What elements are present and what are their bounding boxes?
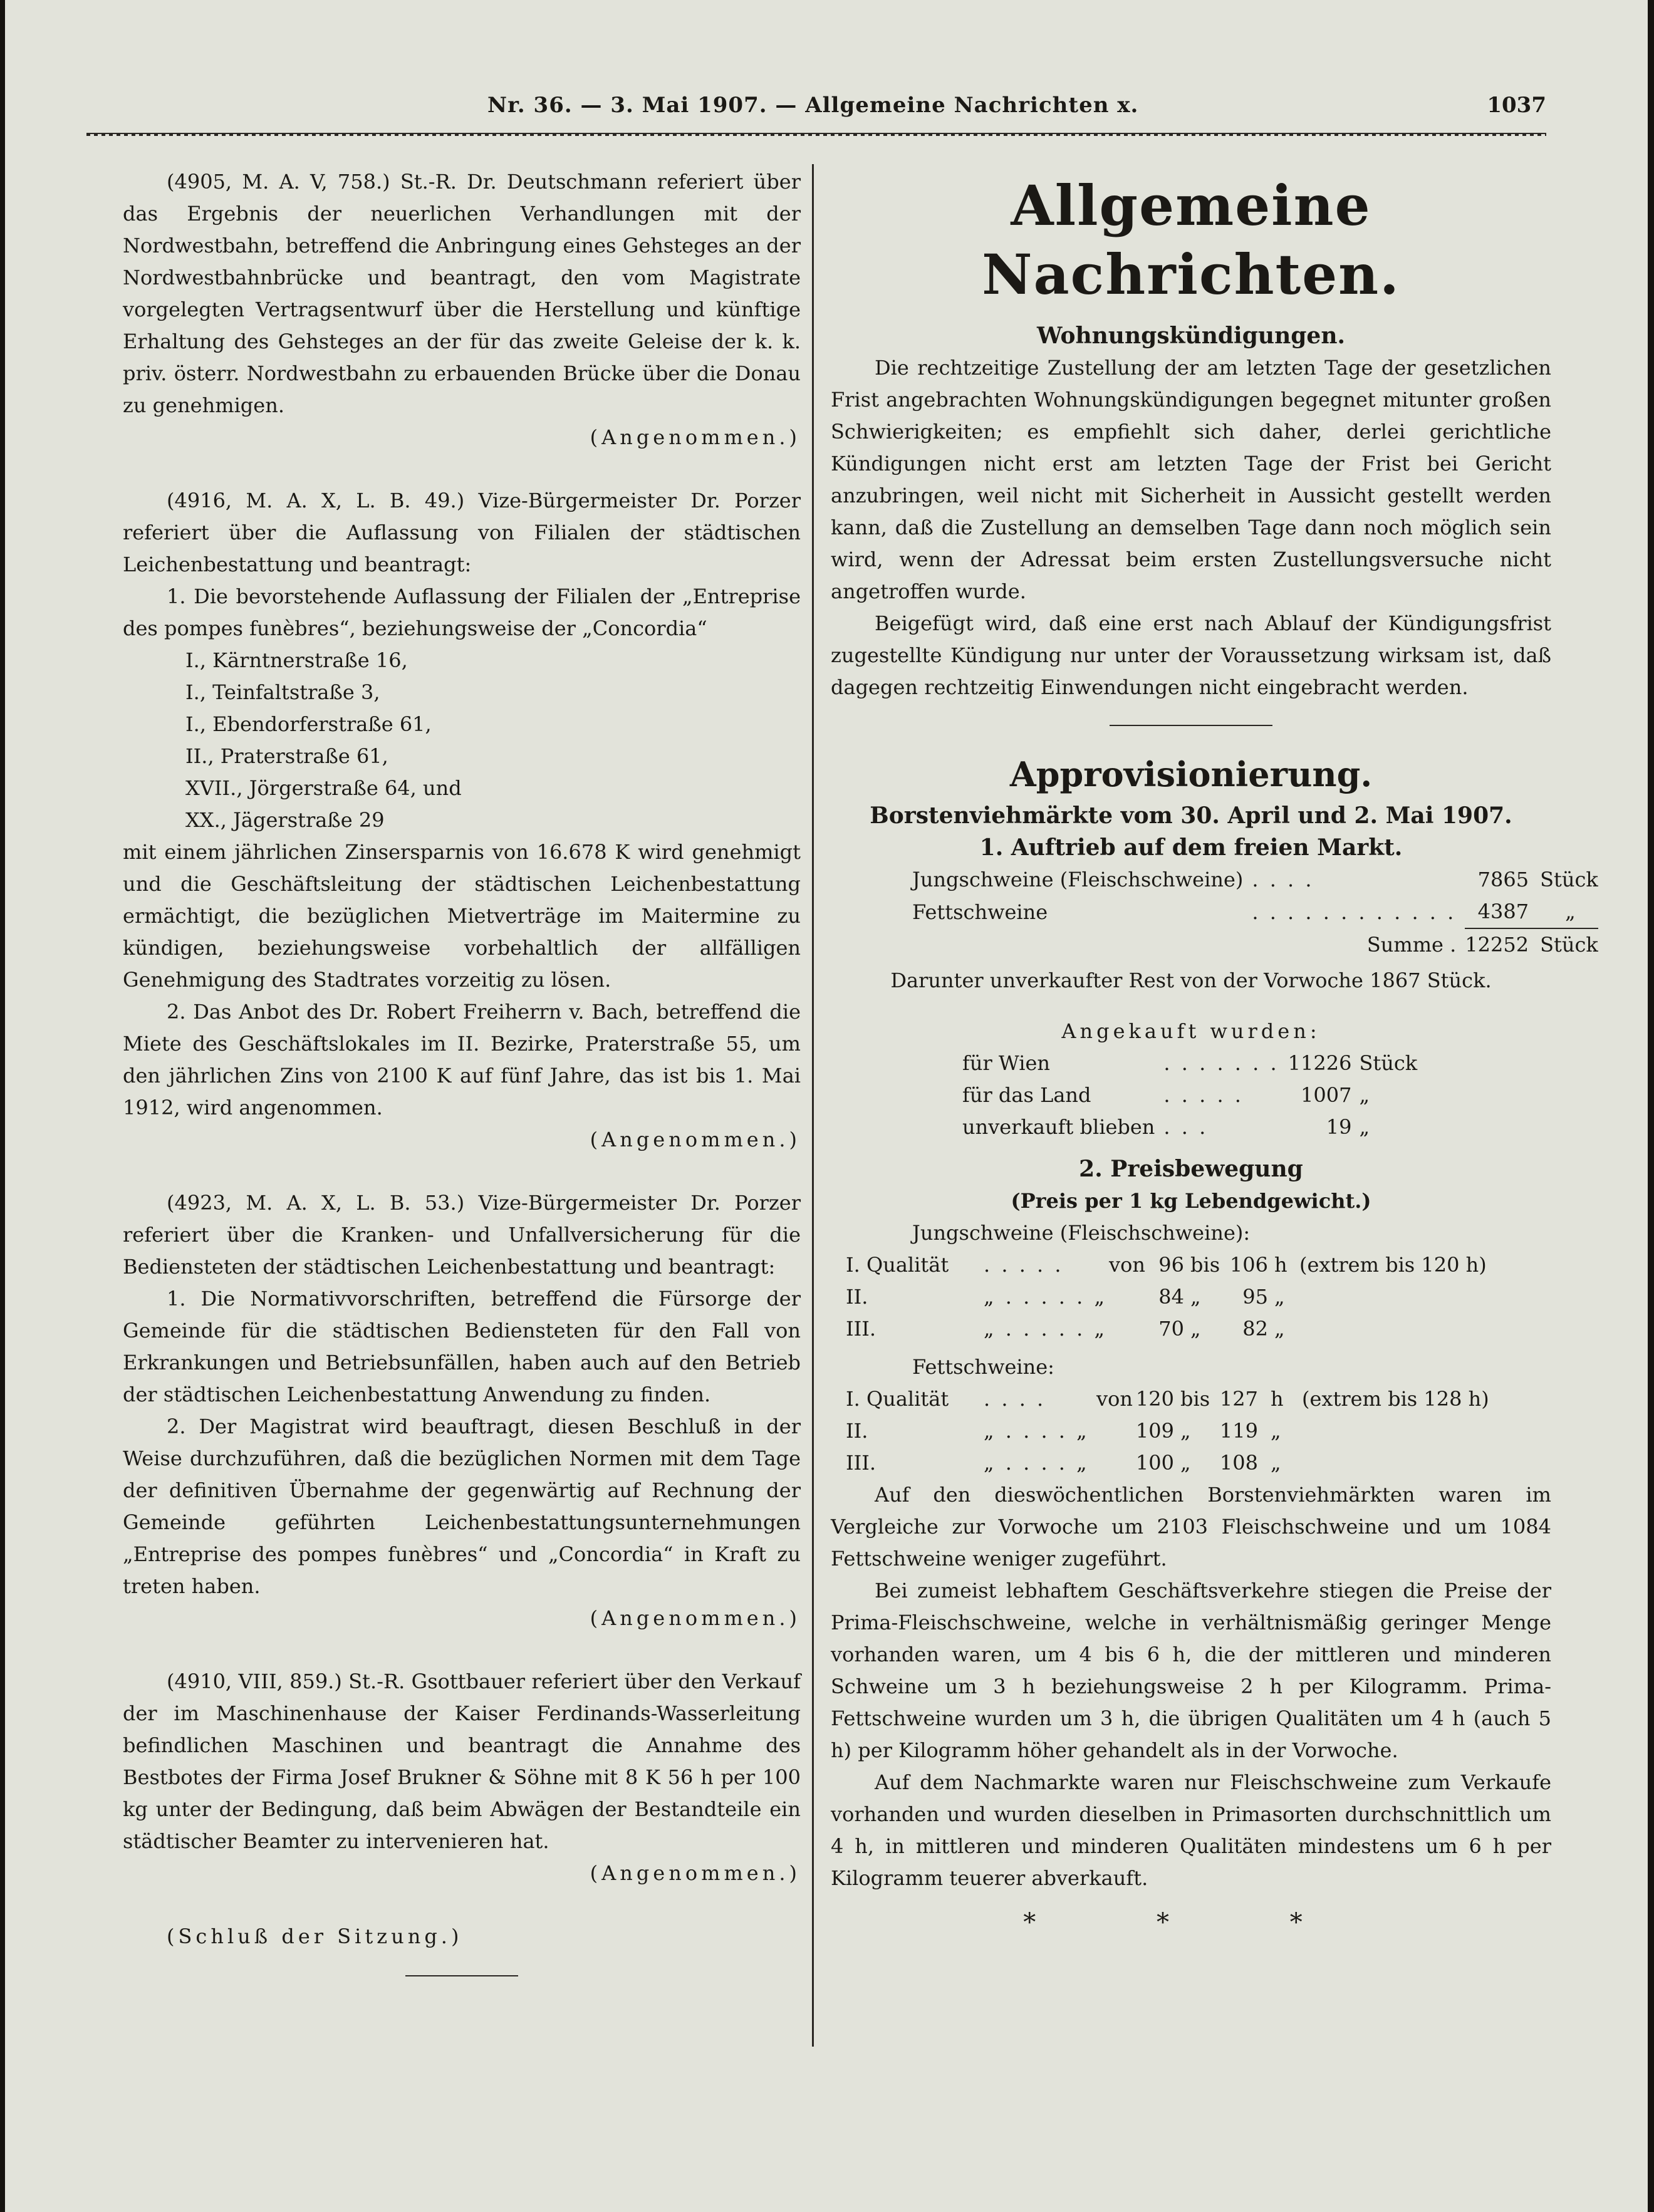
table-row [962,1079,1417,1111]
row-dots: . . . . . . . . . . . . [1252,900,1457,924]
supply-heading: 1. Auftrieb auf dem freien Markt. [979,834,1403,861]
report-text: (4905, M. A. V, 758.) St.-R. Dr. Deutschmann referiert über das Ergebnis der neuerlichen Verhandlungen mit der Nordwestbahn, betreffend die Anbringung eines Gehsteges an der Nordwestbahnbrücke und beantragt, den vom Magistrate vorgelegten Vertragsentwurf über die Herstellung und künftige Erhaltung des Gehsteges an der für das zweite Geleise der k. k. priv. österr. Nordwestbahn zu erbauenden Brücke über die Donau zu genehmigen. [123,170,801,417]
address-line: I., Kärntnerstraße 16, [185,648,408,672]
left-column [123,166,801,1976]
fat-pigs-heading: Fettschweine: [912,1355,1054,1379]
row-label: für Wien [962,1051,1051,1075]
price-low: 96 [1158,1253,1184,1277]
report-intro: (4923, M. A. X, L. B. 53.) Vize-Bürgermeister Dr. Porzer referiert über die Kranken- und Unfallversicherung für die Bediensteten der städtischen Leichenbestattung und beantragt: [123,1191,801,1279]
report-item-4910 [123,1666,801,1889]
section-heading-provisioning: Approvisionierung. [1009,754,1373,794]
address-line: I., Ebendorferstraße 61, [185,712,432,736]
address-line: I., Teinfaltstraße 3, [185,680,380,704]
table-row [846,1447,1489,1479]
table-row [846,1313,1487,1345]
price-bis: „ [1180,1451,1191,1475]
young-pigs-heading: Jungschweine (Fleischschweine): [912,1221,1251,1245]
right-column [831,166,1598,1939]
young-pigs-price-table [846,1249,1487,1345]
table-row [846,1415,1489,1447]
row-dots: . . . . . [1163,1083,1244,1107]
quality: I. Qualität [846,1387,949,1411]
price-from: von [1109,1253,1145,1277]
fat-pigs-price-table [846,1383,1489,1479]
price-unit: „ [1274,1285,1285,1309]
price-unit: „ [1271,1419,1281,1443]
market-paragraph-1: Auf den dieswöchentlichen Borstenviehmärkten waren im Vergleiche zur Vorwoche um 2103 Fleischschweine und um 1084 Fettschweine weniger zugeführt. [831,1483,1551,1571]
sum-value: 12252 [1465,933,1529,957]
sum-unit: Stück [1540,933,1598,957]
table-row [962,1047,1417,1079]
row-unit: „ [1540,896,1598,928]
status-accepted: (Angenommen.) [590,1128,801,1151]
housing-paragraph-1: Die rechtzeitige Zustellung der am letzten Tage der gesetzlichen Frist angebrachten Wohnungskündigungen begegnet mitunter großen Schwierigkeiten; es empfiehlt sich daher, derlei gerichtliche Kündigungen nicht erst am letzten Tage der Frist bei Gericht anzubringen, weil nicht mit Sicherheit in Aussicht gestellt werden kann, daß die Zustellung an demselben Tage dann noch möglich sein wird, wenn der Adressat beim ersten Zustellungsversuche nicht angetroffen wurde. [831,356,1551,603]
price-from: von [1096,1387,1133,1411]
supply-table [912,864,1598,961]
row-value: 19 [1326,1115,1352,1139]
report-item-4916 [123,485,801,1156]
address-line: XX., Jägerstraße 29 [185,808,385,832]
row-label: Fettschweine [912,900,1048,924]
row-unit: „ [1359,1115,1370,1139]
address-line: XVII., Jörgerstraße 64, und [185,776,462,800]
price-unit: h [1274,1253,1287,1277]
price-extreme [1302,1447,1489,1479]
section-end-asterisks: * * * [1023,1908,1359,1937]
row-dots: „ . . . . . „ [984,1285,1108,1309]
price-from [1109,1313,1147,1345]
price-low: 120 [1135,1387,1174,1411]
row-dots: „ . . . . „ [984,1419,1090,1443]
address-line: II., Praterstraße 61, [185,744,388,768]
row-dots: „ . . . . „ [984,1451,1090,1475]
price-extreme: (extrem bis 120 h) [1299,1253,1487,1277]
price-bis: bis [1190,1253,1220,1277]
row-label: unverkauft blieben [962,1115,1155,1139]
table-row [846,1383,1489,1415]
table-row [846,1249,1487,1281]
row-value: 4387 [1465,896,1540,928]
table-row [912,896,1598,928]
price-extreme [1299,1281,1487,1313]
price-unit: „ [1274,1317,1285,1341]
page-number: 1037 [1487,93,1546,118]
row-label: für das Land [962,1083,1091,1107]
price-high: 108 [1219,1451,1258,1475]
price-extreme [1302,1415,1489,1447]
status-accepted: (Angenommen.) [590,425,801,449]
price-from [1109,1281,1147,1313]
sum-row [912,928,1598,961]
quality: II. [846,1285,868,1309]
report-item-4905 [123,166,801,454]
price-bis: „ [1190,1285,1201,1309]
price-subheading: (Preis per 1 kg Lebendgewicht.) [1011,1189,1371,1213]
report-point-2: 2. Der Magistrat wird beauftragt, diesen Beschluß in der Weise durchzuführen, daß die bezüglichen Normen mit dem Tage der definitiven Übernahme der gegenwärtig auf Rechnung der Gemeinde geführten Leichenbestattungsunternehmungen „Entreprise des pompes funèbres“ und „Concordia“ in Kraft zu treten haben. [123,1415,801,1598]
price-bis: „ [1190,1317,1201,1341]
report-intro: (4916, M. A. X, L. B. 49.) Vize-Bürgermeister Dr. Porzer referiert über die Auflassung von Filialen der städtischen Leichenbestattung und beantragt: [123,489,801,576]
table-row [962,1111,1417,1143]
report-point-1-cont: mit einem jährlichen Zinsersparnis von 16.678 K wird genehmigt und die Geschäftsleitung der städtischen Leichenbestattung ermächtigt, die bezüglichen Mietverträge im Maitermine zu kündigen, beziehungsweise vorbehaltlich der allfälligen Genehmigung des Stadtrates vorzeitig zu lösen. [123,840,801,992]
row-value: 7865 [1477,868,1529,891]
table-row [846,1281,1487,1313]
quality: I. Qualität [846,1253,949,1277]
price-bis: „ [1180,1419,1191,1443]
remainder-line: Darunter unverkaufter Rest von der Vorwoche 1867 Stück. [890,968,1492,992]
market-subheading: Borstenviehmärkte vom 30. April und 2. Mai 1907. [870,802,1512,829]
price-low: 109 [1135,1419,1174,1443]
column-divider [812,164,814,2047]
section-rule [1110,725,1272,726]
price-unit: h [1271,1387,1284,1411]
section-heading-housing: Wohnungskündigungen. [1036,323,1346,349]
row-label: Jungschweine (Fleischschweine) [912,868,1244,891]
market-paragraph-3: Auf dem Nachmarkte waren nur Fleischschweine zum Verkaufe vorhanden und wurden dieselben in Primasorten durchschnittlich um 4 h, in mittleren und minderen Qualitäten mindestens um 6 h per Kilogramm teuerer abverkauft. [831,1770,1551,1890]
price-from [1096,1415,1134,1447]
price-high: 119 [1219,1419,1258,1443]
price-extreme: (extrem bis 128 h) [1302,1387,1489,1411]
purchased-table [962,1047,1417,1143]
row-value: 11226 [1287,1051,1352,1075]
price-unit: „ [1271,1451,1281,1475]
row-dots: . . . . . . . [1163,1051,1279,1075]
price-low: 100 [1135,1451,1174,1475]
price-high: 106 [1229,1253,1268,1277]
status-accepted: (Angenommen.) [590,1606,801,1630]
row-unit: Stück [1359,1051,1418,1075]
price-high: 95 [1242,1285,1268,1309]
price-heading: 2. Preisbewegung [1079,1156,1303,1182]
report-point-1: 1. Die Normativvorschriften, betreffend die Fürsorge der Gemeinde für die städtischen Bediensteten für den Fall von Erkrankungen und Betriebsunfällen, haben auch auf den Betrieb der städtischen Leichenbestattung Anwendung zu finden. [123,1287,801,1406]
table-row [912,864,1598,896]
price-bis: bis [1180,1387,1210,1411]
report-text: (4910, VIII, 859.) St.-R. Gsottbauer referiert über den Verkauf der im Maschinenhause der Kaiser Ferdinands-Wasserleitung befindlichen Maschinen und beantragt die Annahme des Bestbotes der Firma Josef Brukner & Söhne mit 8 K 56 h per 100 kg unter der Bedingung, daß beim Abwägen der Bestandteile ein städtischer Beamter zu intervenieren hat. [123,1669,801,1853]
row-value: 1007 [1301,1083,1352,1107]
price-high: 127 [1219,1387,1258,1411]
sum-label: Summe . [1366,932,1457,957]
price-from [1096,1447,1134,1479]
report-point-2: 2. Das Anbot des Dr. Robert Freiherrn v. Bach, betreffend die Miete des Geschäftslokales im II. Bezirke, Praterstraße 55, um den jährlichen Zins von 2100 K auf fünf Jahre, das ist bis 1. Mai 1912, wird angenommen. [123,1000,801,1119]
header-title: Nr. 36. — 3. Mai 1907. — Allgemeine Nachrichten x. [487,93,1139,118]
page-header [86,88,1546,132]
price-high: 82 [1242,1317,1268,1341]
page [5,0,1648,2212]
quality: III. [846,1451,876,1475]
row-dots: . . . . [1252,868,1314,891]
row-dots: „ . . . . . „ [984,1317,1108,1341]
row-dots: . . . [1163,1115,1209,1139]
quality: III. [846,1317,876,1341]
status-accepted: (Angenommen.) [590,1861,801,1885]
housing-paragraph-2: Beigefügt wird, daß eine erst nach Ablauf der Kündigungsfrist zugestellte Kündigung nur unter der Voraussetzung wirksam ist, daß dagegen rechtzeitig Einwendungen nicht eingebracht werden. [831,611,1551,699]
row-dots: . . . . [984,1387,1046,1411]
row-unit: Stück [1540,868,1598,891]
session-closing: (Schluß der Sitzung.) [167,1924,463,1948]
price-extreme [1299,1313,1487,1345]
quality: II. [846,1419,868,1443]
price-low: 84 [1158,1285,1184,1309]
report-point-1: 1. Die bevorstehende Auflassung der Filialen der „Entreprise des pompes funèbres“, beziehungsweise der „Concordia“ [123,584,801,640]
row-dots: . . . . . [984,1253,1064,1277]
row-unit: „ [1359,1083,1370,1107]
closing-rule [405,1975,518,1976]
price-low: 70 [1158,1317,1184,1341]
report-item-4923 [123,1187,801,1634]
header-rule [86,133,1546,136]
market-paragraph-2: Bei zumeist lebhaftem Geschäftsverkehre stiegen die Preise der Prima-Fleischschweine, welche in verhältnismäßig geringer Menge vorhanden waren, um 4 bis 6 h, die der mittleren und minderen Schweine um 3 h beziehungsweise 2 h per Kilogramm. Prima-Fettschweine wurden um 3 h, die übrigen Qualitäten um 4 h (auch 5 h) per Kilogramm höher gehandelt als in der Vorwoche. [831,1579,1551,1762]
purchased-heading: Angekauft wurden: [1061,1019,1321,1043]
main-title: Allgemeine Nachrichten. [982,173,1400,307]
